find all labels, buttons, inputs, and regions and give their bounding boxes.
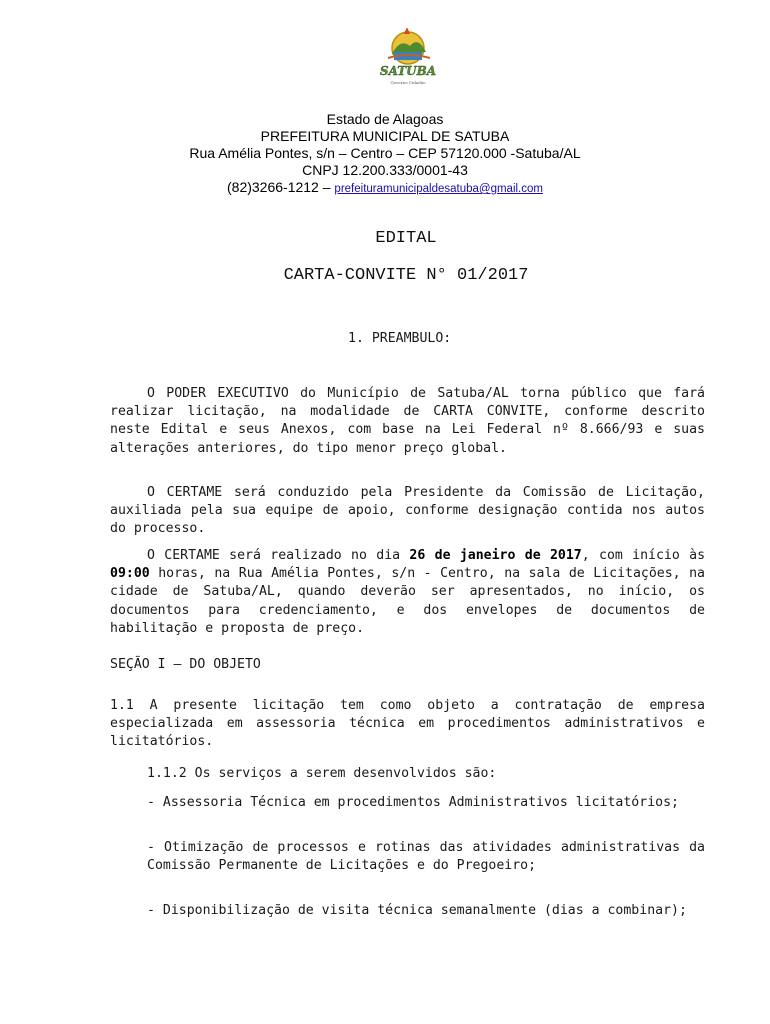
- item-1-1: 1.1 A presente licitação tem como objeto a contratação de empresa especializada em assessoria técnica em procedimentos administrativos e licitatórios.: [110, 698, 705, 750]
- header-state: Estado de Alagoas: [326, 111, 444, 127]
- header-cnpj: CNPJ 12.200.333/0001-43: [302, 162, 468, 178]
- municipal-logo: [380, 28, 440, 92]
- logo-wordmark: SATUBA: [380, 64, 437, 78]
- section-preambulo-heading: 1. PREAMBULO:: [348, 331, 452, 346]
- document-title: EDITAL: [375, 229, 437, 248]
- header-contact: [0, 179, 770, 198]
- logo-tagline: Governo Cidadão: [390, 80, 426, 85]
- service-item: - Assessoria Técnica em procedimentos Administrativos licitatórios;: [147, 795, 679, 810]
- paragraph-preambulo: O PODER EXECUTIVO do Município de Satuba/AL torna público que fará realizar licitação, na modalidade de CARTA CONVITE, conforme descrito neste Edital e seus Anexos, com base na Lei Federal nº 8.666/93 e suas alterações anteriores, do tipo menor preço global.: [110, 386, 705, 456]
- header-prefeitura: PREFEITURA MUNICIPAL DE SATUBA: [260, 128, 510, 144]
- paragraph-certame-data: O CERTAME será realizado no dia 26 de janeiro de 2017, com início às 09:00 horas, na Rua Amélia Pontes, s/n - Centro, na sala de Licitações, na cidade de Satuba/AL, quando deverão ser apresentados, no início, os documentos para credenciamento, e dos envelopes de documentos de habilitação e proposta de preço.: [110, 548, 706, 636]
- certame-time: 09:00: [110, 566, 150, 582]
- header-phone: (82)3266-1212 –: [227, 179, 331, 195]
- paragraph-certame-conducao: O CERTAME será conduzido pela Presidente da Comissão de Licitação, auxiliada pela sua equipe de apoio, conforme designação contida nos autos do processo.: [110, 485, 705, 537]
- header-address: Rua Amélia Pontes, s/n – Centro – CEP 57120.000 -Satuba/AL: [189, 145, 581, 161]
- letterhead: [0, 111, 770, 198]
- service-item: - Disponibilização de visita técnica semanalmente (dias a combinar);: [147, 903, 687, 918]
- section-objeto-heading: SEÇÃO I – DO OBJETO: [110, 657, 261, 672]
- header-email-link[interactable]: prefeituramunicipaldesatuba@gmail.com: [334, 183, 543, 195]
- service-item: - Otimização de processos e rotinas das atividades administrativas da Comissão Permanente de Licitações e do Pregoeiro;: [147, 840, 705, 874]
- item-1-1-2: 1.1.2 Os serviços a serem desenvolvidos são:: [147, 766, 497, 781]
- satuba-emblem-icon: [380, 28, 440, 92]
- certame-date: 26 de janeiro de 2017: [409, 548, 582, 563]
- document-subtitle: CARTA-CONVITE N° 01/2017: [283, 266, 529, 285]
